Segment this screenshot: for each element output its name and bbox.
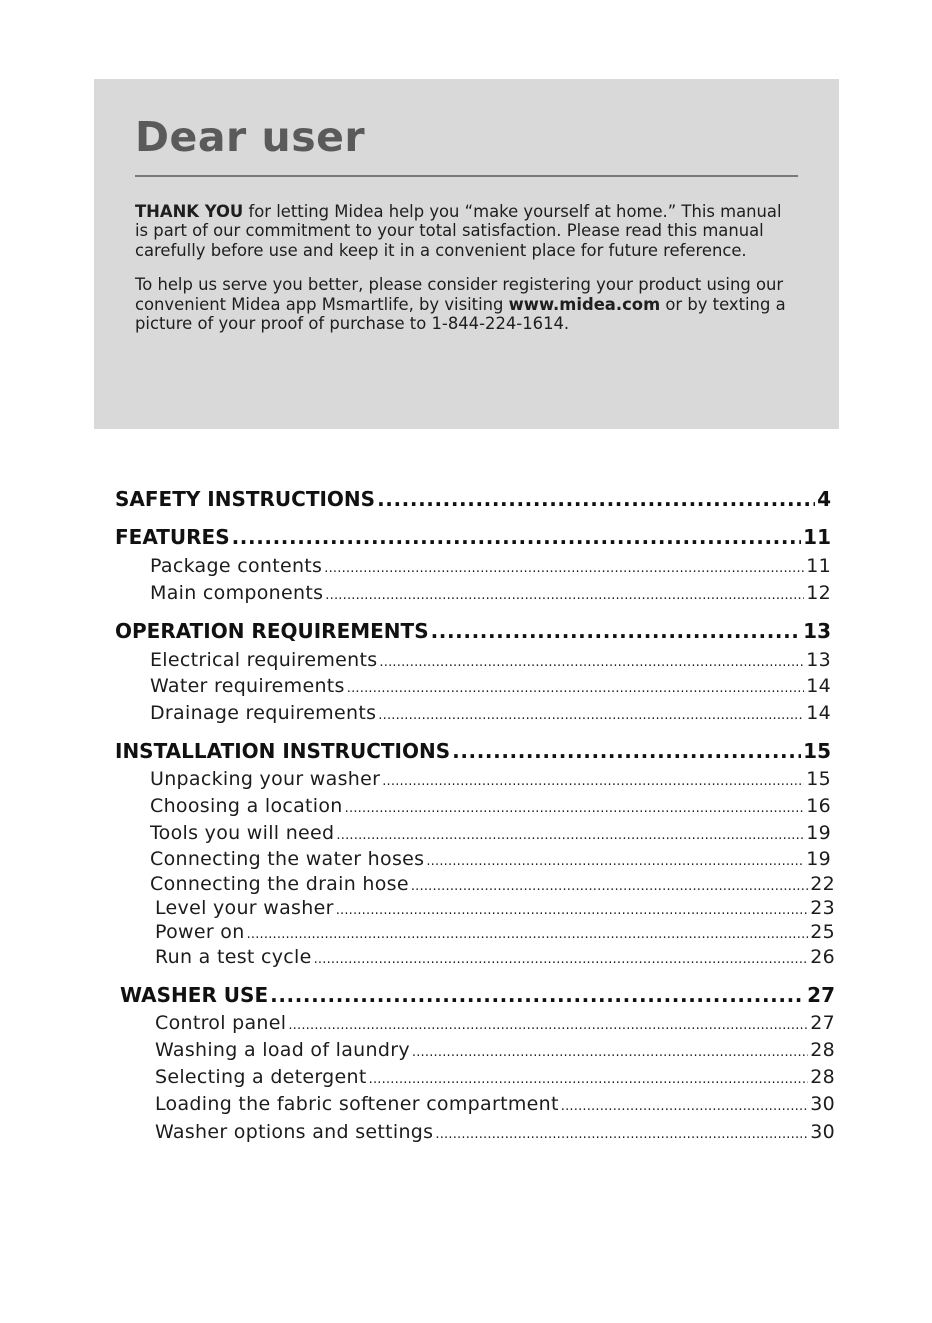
- toc-label: Package contents: [150, 555, 323, 577]
- toc-label: Main components: [150, 582, 324, 604]
- website-link[interactable]: www.midea.com: [508, 294, 661, 314]
- toc-page: 13: [806, 649, 831, 671]
- toc-label: Power on: [155, 921, 245, 943]
- toc-entry-power-on[interactable]: [155, 920, 835, 944]
- thank-you-text: for letting Midea help you “make yourself at home.” This manual is part of our commitment to your total satisfaction. Please read this manual carefully before use and keep it in a convenient place for future reference.: [135, 202, 782, 260]
- toc-page: 14: [806, 675, 831, 697]
- toc-label: Washing a load of laundry: [155, 1039, 410, 1061]
- toc-entry-drainage-requirements[interactable]: [150, 701, 831, 725]
- toc-entry-control-panel[interactable]: [155, 1011, 835, 1035]
- toc-label: Choosing a location: [150, 795, 343, 817]
- toc-label: FEATURES: [115, 525, 230, 549]
- toc-page: 27: [810, 1012, 835, 1034]
- toc-page: 27: [807, 983, 835, 1007]
- toc-label: Control panel: [155, 1012, 287, 1034]
- toc-entry-choosing-a-location[interactable]: [150, 794, 831, 818]
- toc-label: Drainage requirements: [150, 702, 377, 724]
- toc-entry-connecting-the-water-hoses[interactable]: [150, 847, 831, 871]
- toc-entry-package-contents[interactable]: [150, 554, 831, 578]
- toc-page: 25: [810, 921, 835, 943]
- toc-leader: [382, 770, 804, 791]
- toc-entry-washing-a-load-of-laundry[interactable]: [155, 1038, 835, 1062]
- toc-entry-tools-you-will-need[interactable]: [150, 821, 831, 845]
- toc-label: Electrical requirements: [150, 649, 378, 671]
- toc-page: 15: [803, 739, 831, 763]
- intro-title: Dear user: [135, 113, 366, 161]
- toc-entry-installation-instructions[interactable]: [115, 738, 831, 764]
- toc-leader: [336, 824, 804, 845]
- toc-page: 14: [806, 702, 831, 724]
- toc-leader: [270, 982, 805, 1008]
- toc-entry-unpacking-your-washer[interactable]: [150, 767, 831, 791]
- toc-label: INSTALLATION INSTRUCTIONS: [115, 739, 451, 763]
- toc-leader: [452, 738, 801, 764]
- toc-leader: [561, 1095, 808, 1116]
- toc-entry-loading-the-fabric-softener-compartment[interactable]: [155, 1092, 835, 1116]
- toc-label: Selecting a detergent: [155, 1066, 367, 1088]
- toc-label: Connecting the drain hose: [150, 873, 409, 895]
- toc-leader: [412, 1041, 808, 1062]
- toc-page: 11: [806, 555, 831, 577]
- toc-label: Water requirements: [150, 675, 345, 697]
- toc-leader: [345, 797, 805, 818]
- toc-entry-selecting-a-detergent[interactable]: [155, 1065, 835, 1089]
- toc-page: 11: [803, 525, 831, 549]
- toc-leader: [247, 923, 809, 944]
- toc-leader: [325, 584, 804, 605]
- toc-entry-electrical-requirements[interactable]: [150, 648, 831, 672]
- toc-entry-safety-instructions[interactable]: [115, 486, 831, 512]
- toc-label: WASHER USE: [120, 983, 269, 1007]
- toc-leader: [431, 618, 802, 644]
- toc-page: 12: [806, 582, 831, 604]
- toc-page: 22: [810, 873, 835, 895]
- toc-leader: [232, 524, 802, 550]
- toc-label: Run a test cycle: [155, 946, 312, 968]
- toc-page: 15: [806, 768, 831, 790]
- thank-you-bold: THANK YOU: [135, 202, 244, 221]
- toc-page: 28: [810, 1066, 835, 1088]
- toc-label: SAFETY INSTRUCTIONS: [115, 487, 376, 511]
- toc-leader: [347, 677, 804, 698]
- toc-page: 16: [806, 795, 831, 817]
- toc-label: Level your washer: [155, 897, 334, 919]
- toc-page: 30: [810, 1121, 835, 1143]
- toc-page: 19: [806, 822, 831, 844]
- toc-entry-main-components[interactable]: [150, 581, 831, 605]
- toc-leader: [324, 557, 804, 578]
- toc-page: 30: [810, 1093, 835, 1115]
- toc-leader: [426, 850, 804, 871]
- toc-page: 19: [806, 848, 831, 870]
- toc-entry-features[interactable]: [115, 524, 831, 550]
- toc-page: 28: [810, 1039, 835, 1061]
- toc-leader: [369, 1068, 809, 1089]
- toc-leader: [379, 651, 804, 672]
- toc-entry-run-a-test-cycle[interactable]: [155, 945, 835, 969]
- registration-text-end: or by texting a picture of your proof of purchase to 1-844-224-1614.: [135, 294, 786, 334]
- toc-page: 26: [810, 946, 835, 968]
- toc-leader: [435, 1123, 808, 1144]
- toc-leader: [288, 1014, 808, 1035]
- toc-entry-operation-requirements[interactable]: [115, 618, 831, 644]
- toc-leader: [336, 899, 809, 920]
- toc-leader: [378, 704, 804, 725]
- toc-label: Unpacking your washer: [150, 768, 381, 790]
- toc-entry-water-requirements[interactable]: [150, 674, 831, 698]
- registration-text-start: To help us serve you better, please consider registering your product using our convenient Midea app Msmartlife, by visiting: [135, 275, 784, 314]
- toc-label: Loading the fabric softener compartment: [155, 1093, 559, 1115]
- toc-entry-washer-use[interactable]: [120, 982, 835, 1008]
- toc-page: 13: [803, 619, 831, 643]
- toc-label: Tools you will need: [150, 822, 335, 844]
- toc-label: Washer options and settings: [155, 1121, 434, 1143]
- toc-entry-connecting-the-drain-hose[interactable]: [150, 872, 835, 896]
- toc-page: 4: [817, 487, 831, 511]
- toc-leader: [377, 486, 815, 512]
- toc-entry-level-your-washer[interactable]: [155, 896, 835, 920]
- toc-leader: [314, 948, 809, 969]
- toc-label: OPERATION REQUIREMENTS: [115, 619, 429, 643]
- toc-label: Connecting the water hoses: [150, 848, 425, 870]
- toc-page: 23: [810, 897, 835, 919]
- toc-entry-washer-options-and-settings[interactable]: [155, 1120, 835, 1144]
- toc-leader: [411, 875, 808, 896]
